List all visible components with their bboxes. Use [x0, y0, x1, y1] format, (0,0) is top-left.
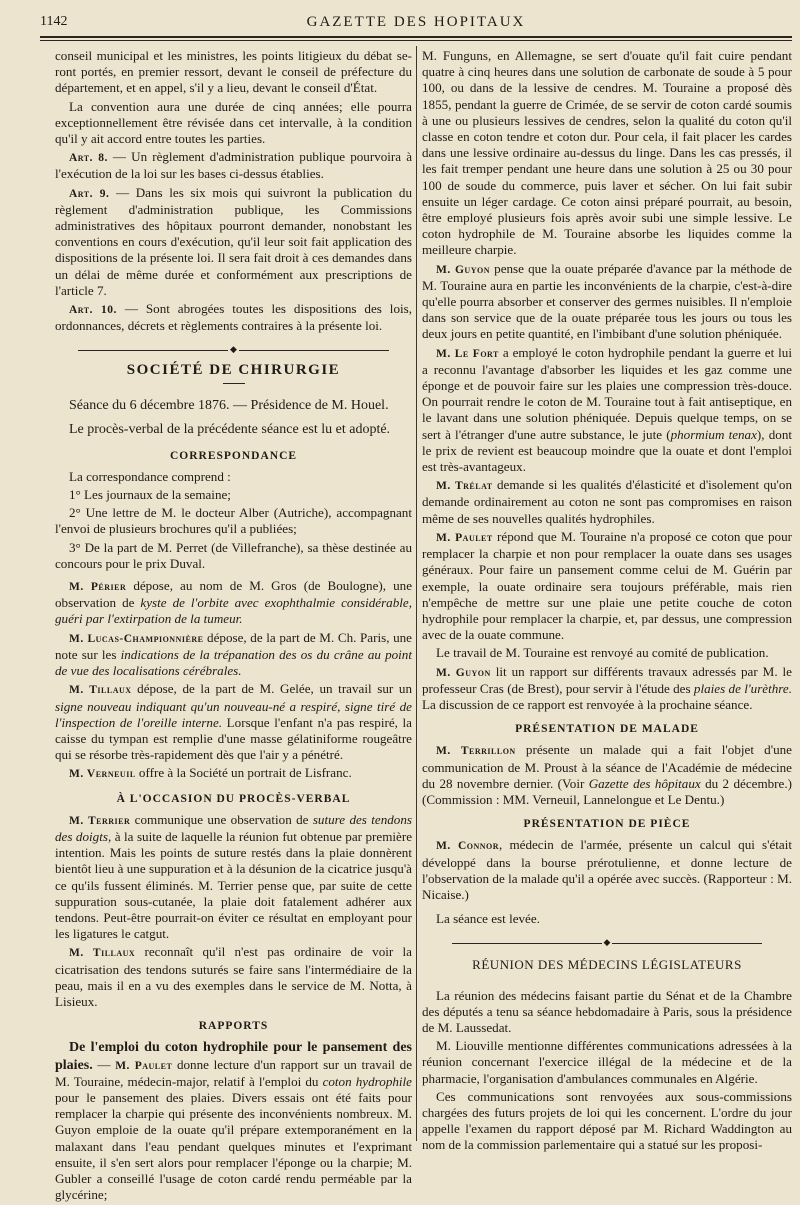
paragraph — [422, 345, 792, 476]
text: a employé le coton hydrophile pendant la guerre et lui a reconnu l'avantage d'absorber les liquides et les gaz comme une éponge et de pouvoir faire sur les plaies une compression très-douce. On pourrait rendre le coton de M. Touraine tout à fait antiseptique, en le lavant dans une solution phéniquée. Depuis quelque temps, on se sert à l'étranger d'une autre substance, le jute ( — [422, 344, 792, 442]
section-divider: ◆ — [422, 939, 792, 945]
text: dépose, de la part de M. Gelée, un travail sur un — [131, 681, 412, 697]
article-text: — Un règlement d'administration publique pourvoira à l'exécution de la loi sur les bases ci-dessus établies. — [55, 149, 413, 182]
text: ), dont le prix de revient est beaucoup moindre que la ouate et dont l'emploi est très-avantageux. — [422, 426, 793, 475]
left-column — [55, 48, 412, 1205]
paragraph: M. Funguns, en Allemagne, se sert d'ouate qu'il fait cuire pendant quatre à cinq heures dans une solution de carbonate de soude à 5 pour 100, ou dans de la lessive de cendres. M. Touraine a proposé dès 1855, pendant la guerre de Crimée, de se servir de coton cardé soumis à une ou plusieurs lessives de cendres, selon la qualité du coton qu'il classe en coton tendre et coton dur. Pour cela, il fait placer les cardes dans une lessive ordinaire au-dessus du linge. Dans les cas pressés, il les fait tremper pendant une heure dans une solution à 25 ou 30 pour 100 de soude du commerce, puis laver et sécher. On lui fait subir ensuite un léger cardage. Ce coton ainsi préparé pourrait, au besoin, être employé plusieurs fois après avoir subi une simple lessive. Le coton hydrophile de M. Touraine absorbe les liquides comme la meilleure charpie. — [422, 48, 792, 258]
paragraph: Le travail de M. Touraine est renvoyé au comité de publication. — [436, 645, 769, 661]
speaker-name: M. Paulet — [436, 531, 493, 544]
text: offre à la Société un portrait de Lisfranc. — [135, 765, 352, 781]
title-italic: suture des tendons des doigts, — [55, 811, 412, 844]
paragraph: De l'emploi du coton hydrophile pour le pansement des plaies. — M. Paulet donne lecture d'un rapport sur un travail de M. Touraine, médecin-major, relatif à l'emploi du coton hydrophile pour le pansement des plaies. Divers essais ont été faits pour remplacer la charpie qui présente des inconvénients nombreux. M. Guyon emploie de la ouate qu'il prépare extemporanément en la malaxant dans l'eau pendant quelques minutes et l'exprimant ensuite, il s'en sert alors pour remplacer l'éponge ou la charpie; M. Gubler a conseillé l'usage de coton cardé rendu perméable par la glycérine; — [55, 1040, 412, 1203]
page-number: 1142 — [40, 14, 68, 29]
speaker-name: M. Verneuil — [69, 768, 136, 781]
list-item: 1° Les journaux de la semaine; — [69, 487, 231, 503]
journal-title: GAZETTE DES HOPITAUX — [306, 14, 526, 30]
short-rule — [223, 383, 245, 384]
speaker-name: M. Tillaux — [69, 684, 132, 697]
speaker-name: M. Terrier — [69, 814, 131, 827]
section-divider: ◆ — [55, 346, 412, 352]
article-10 — [55, 301, 412, 334]
text: donne lecture d'un rapport sur un travail de M. Touraine, médecin-major, relatif à l'emploi du — [55, 1056, 412, 1089]
proces-verbal-line: Le procès-verbal de la précédente séance est lu et adopté. — [69, 421, 391, 437]
text: dépose, de la part de M. Ch. Paris, une note sur les — [55, 629, 412, 662]
paragraph — [422, 529, 792, 643]
right-column — [422, 48, 792, 1156]
speaker-name: M. Le Fort — [436, 347, 499, 360]
speaker-name: M. Lucas-Championnière — [69, 632, 204, 645]
article-label: Art. 10. — [69, 304, 117, 317]
paragraph — [55, 681, 412, 763]
seance-line: Séance du 6 décembre 1876. — Présidence de M. Houel. — [69, 397, 389, 413]
text: reconnaît qu'il n'est pas ordinaire de voir la cicatrisation des tendons suturés se faire sans l'intermédiaire de la peau, mais il en a vu des exemples dans le service de M. Notta, à Lisieux. — [55, 944, 412, 1009]
page-header — [40, 10, 792, 38]
title-italic: signe nouveau indiquant qu'un nouveau-né a respiré, signe tiré de l'inspection de l'oreille interne. — [55, 698, 412, 730]
section-title: SOCIÉTÉ DE CHIRURGIE — [126, 362, 341, 379]
speaker-name: M. Périer — [69, 581, 127, 594]
subsection-heading: À L'OCCASION DU PROCÈS-VERBAL — [116, 792, 351, 805]
header-rule — [40, 40, 792, 41]
list-item: La correspondance comprend : — [69, 468, 231, 484]
speaker-name: M. Tillaux — [69, 947, 136, 960]
text: demande si les qualités d'élasticité et d'isolement qu'on demande ordinairement au coton ne sont pas compromises en raison même de ses nouvelles qualités hydrophiles. — [422, 477, 792, 526]
title-italic: indications de la trépanation des os du crâne au point de vue des localisations cérébrales. — [55, 646, 412, 679]
text: Lorsque l'enfant n'a pas respiré, la caisse du tympan est remplie d'une masse gélatiniforme rougeâtre qui se résorbe très-rapidement dès que l'air y a pénétré. — [55, 714, 412, 763]
paragraph — [55, 765, 412, 782]
speaker-name: M. Terrillon — [436, 745, 516, 758]
paragraph: conseil municipal et les ministres, les points litigieux du débat se-ront portés, en premier ressort, devant le conseil de préfecture du département, et en appel, s'il y a lieu, devant le conseil d'État. — [55, 48, 412, 96]
text: du 2 décembre.) (Commission : MM. Verneuil, Lannelongue et Le Dentu.) — [422, 775, 792, 807]
report-title: De l'emploi du coton hydrophile pour le pansement des plaies. — [55, 1040, 412, 1073]
article-text: — Sont abrogées toutes les dispositions des lois, ordonnances, décrets et règlements contraires à la présente loi. — [55, 301, 412, 334]
speaker-name: M. Guyon — [436, 666, 491, 679]
article-text: — Dans les six mois qui suivront la publication du règlement d'administration publique, les Commissions administratives des hôpitaux pourront demander, nonobstant les conventions en cours d'exécution, qu'il leur soit fait application des dispositions de la présente loi. Il sera fait droit à ces demandes dans un délai de même durée et conformément aux prescriptions de l'article 7. — [55, 184, 413, 298]
text: à la suite de laquelle la réunion fut obtenue par première intention. Mais les points de suture restés dans la plaie donnèrent bientôt lieu à une suppuration et à la désunion de la cicatrice jusqu'à ce qu'ils fussent éliminés. M. Terrier pense que, par suite de cette suppuration sous-cutanée, la plaie doit fatalement adhérer aux tendons. Peut-être pourrait-on éviter ce résultat en employant pour les ligatures le catgut. — [55, 828, 413, 942]
title-italic: coton hydrophile — [322, 1073, 412, 1089]
text: lit un rapport sur différents travaux adressés par M. le professeur Cras (de Brest), pour servir à l'étude des — [422, 663, 792, 696]
paragraph — [422, 664, 792, 714]
column-divider — [416, 46, 417, 1141]
text: présente un malade qui a fait l'objet d'une communication de M. Proust à la séance de l'Académie de médecine du 28 novembre dernier. (Voir — [422, 742, 792, 791]
subsection-heading: CORRESPONDANCE — [169, 449, 298, 462]
title-italic: kyste de l'orbite avec exophthalmie considérable, guéri par l'extirpation de la tumeur. — [55, 595, 412, 627]
title-italic: Gazette des hôpitaux — [588, 775, 701, 791]
text: communique une observation de — [130, 811, 313, 827]
paragraph — [422, 261, 792, 343]
list-item: 3° De la part de M. Perret (de Villefranche), sa thèse destinée au concours pour le prix Duval. — [55, 539, 412, 571]
speaker-name: M. Trélat — [436, 480, 493, 493]
title-italic: phormium tenax — [670, 426, 757, 442]
paragraph — [55, 812, 412, 943]
text: La discussion de ce rapport est renvoyée à la prochaine séance. — [422, 696, 753, 712]
section-title: RÉUNION DES MÉDECINS LÉGISLATEURS — [472, 957, 742, 973]
paragraph — [422, 477, 792, 527]
paragraph: La convention aura une durée de cinq années; elle pourra exceptionnellement être révisée dans cet intervalle, à la condition qu'il y ait accord entre toutes les parties. — [55, 98, 412, 147]
article-8 — [55, 149, 412, 182]
text: , médecin de l'armée, présente un calcul qui s'était développé dans la bourse prérotulienne, et donne lecture de l'observation de la malade qu'il a opérée avec succès. (Rapporteur : M. Nicaise.) — [422, 837, 792, 902]
paragraph — [55, 944, 412, 1010]
text: dépose, au nom de M. Gros (de Boulogne), une observation de — [55, 578, 413, 611]
paragraph — [422, 742, 792, 808]
paragraph: La réunion des médecins faisant partie du Sénat et de la Chambre des députés a tenu sa séance hebdomadaire à Paris, sous la présidence de M. Laussedat. — [422, 987, 792, 1035]
speaker-name: M. Paulet — [115, 1059, 173, 1072]
article-label: Art. 8. — [69, 152, 108, 165]
text: pour le pansement des plaies. Divers essais ont été faits pour remplacer la charpie qui présente des inconvénients nombreux. M. Guyon emploie de la ouate qu'il prépare extemporanément en la malaxant dans l'eau pendant quelques minutes et l'exprimant ensuite, il s'en sert alors pour remplacer l'éponge ou la charpie; M. Gubler a conseillé l'usage de coton cardé rendu perméable par la glycérine; — [55, 1089, 412, 1203]
paragraph — [55, 578, 412, 628]
list-item: 2° Une lettre de M. le docteur Alber (Autriche), accompagnant l'envoi de plusieurs brochures qu'il a publiées; — [55, 505, 412, 537]
subsection-heading: RAPPORTS — [198, 1020, 269, 1033]
article-label: Art. 9. — [69, 187, 110, 200]
article-9 — [55, 185, 412, 299]
paragraph — [422, 837, 792, 903]
speaker-name: M. Guyon — [436, 263, 490, 276]
closing-line: La séance est levée. — [436, 911, 540, 927]
correspondence-list — [55, 469, 412, 572]
text: pense que la ouate préparée d'avance par la méthode de M. Touraine aura en partie les inconvénients de la charpie, c'est-à-dire qu'elle pourra absorber et conserver des germes nuisibles. Il n'emploie dans son service que de la ouate préparée tous les jours ou tous les deux jours en petite quantité, en l'imbibant d'une solution phéniquée. — [422, 260, 792, 342]
subsection-heading: PRÉSENTATION DE PIÈCE — [523, 818, 691, 831]
text: répond que M. Touraine n'a proposé ce coton que pour remplacer la charpie et non pour remplacer la ouate dans ses usages généraux. Pour faire un pansement comme celui de M. Guérin par exemple, la ouate ordinaire sera toujours préférable, mais rien n'empêche de mettre sur une plaie une petite couche de coton hydrophile pour remplacer la charpie, et, par dessus, une compression avec de la ouate commune. — [422, 528, 792, 643]
paragraph: Ces communications sont renvoyées aux sous-commissions chargées des futurs projets de loi qui les concernent. L'ordre du jour appelle l'examen du rapport déposé par M. Richard Waddington au nom de la commission parlementaire qui a statué sur les proposi- — [422, 1088, 792, 1153]
subsection-heading: PRÉSENTATION DE MALADE — [515, 723, 699, 736]
title-italic: plaies de l'urèthre. — [693, 680, 792, 696]
paragraph — [55, 630, 412, 680]
speaker-name: M. Connor — [436, 840, 500, 853]
paragraph: M. Liouville mentionne différentes communications adressées à la réunion concernant l'exercice illégal de la médecine et de la pharmacie, l'organisation d'ambulances communales en Algérie. — [422, 1038, 792, 1086]
